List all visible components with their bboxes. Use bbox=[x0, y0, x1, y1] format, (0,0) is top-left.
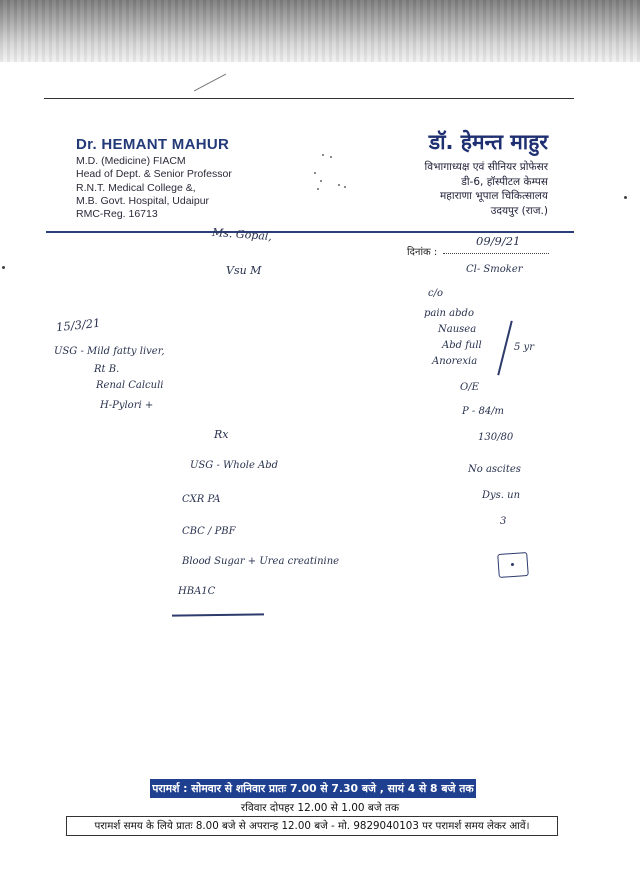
consultation-timing: परामर्श : सोमवार से शनिवार प्रातः 7.00 से 7.30 बजे , सायं 4 से 8 बजे तक bbox=[150, 779, 476, 798]
hospital: M.B. Govt. Hospital, Udaipur bbox=[76, 194, 210, 207]
scan-dot bbox=[2, 266, 5, 269]
paper-edge bbox=[44, 98, 574, 99]
registration-number: RMC-Reg. 16713 bbox=[76, 208, 158, 221]
sunday-timing: रविवार दोपहर 12.00 से 1.00 बजे तक bbox=[240, 802, 400, 814]
header-divider bbox=[46, 231, 574, 233]
investigation-2: CXR PA bbox=[182, 494, 221, 505]
college: R.N.T. Medical College &, bbox=[76, 181, 196, 194]
usg-detail-1: Rt B. bbox=[94, 364, 120, 375]
scan-shadow bbox=[0, 0, 640, 62]
scan-specks bbox=[308, 150, 368, 196]
complaint-duration: 5 yr bbox=[514, 342, 534, 353]
date-line bbox=[443, 253, 549, 254]
complaint-heading: c/o bbox=[428, 288, 443, 299]
usg-detail-2: Renal Calculi bbox=[96, 380, 164, 391]
usg-detail-3: H-Pylori + bbox=[100, 400, 154, 411]
date-label: दिनांक : bbox=[407, 247, 438, 258]
address-line-2: महाराणा भूपाल चिकित्सालय bbox=[440, 190, 548, 202]
fold-mark bbox=[194, 74, 226, 92]
pulse-reading: P - 84/m bbox=[462, 406, 505, 417]
exam-note-1: No ascites bbox=[468, 464, 521, 475]
complaint-4: Anorexia bbox=[432, 356, 478, 367]
doctor-info-hindi bbox=[370, 128, 548, 218]
exam-note-2: Dys. un bbox=[482, 490, 521, 501]
patient-name: Ms. Gopal, bbox=[211, 225, 273, 244]
scan-dot bbox=[624, 196, 627, 199]
exam-note-3: 3 bbox=[500, 516, 507, 527]
address-line-1: डी-6, हॉस्पीटल केम्पस bbox=[461, 175, 548, 188]
appointment-contact: परामर्श समय के लिये प्रातः 8.00 बजे से अपरान्ह 12.00 बजे - मो. 9829040103 पर परामर्श समय लेकर आवें। bbox=[66, 816, 558, 836]
designation-hindi: विभागाध्यक्ष एवं सीनियर प्रोफेसर bbox=[424, 161, 548, 173]
doctor-name: Dr. HEMANT MAHUR bbox=[76, 136, 230, 153]
designation: Head of Dept. & Senior Professor bbox=[76, 168, 232, 181]
investigation-3: CBC / PBF bbox=[182, 526, 236, 537]
qualification: M.D. (Medicine) FIACM bbox=[76, 155, 186, 167]
exam-heading: O/E bbox=[460, 382, 479, 393]
bracket-mark bbox=[497, 321, 512, 376]
doctor-name-hindi: डॉ. हेमन्त माहुर bbox=[428, 130, 548, 154]
box-mark bbox=[497, 552, 529, 578]
usg-finding: USG - Mild fatty liver, bbox=[54, 346, 165, 357]
rx-heading: Rx bbox=[214, 428, 229, 441]
complaint-1: pain abdo bbox=[424, 308, 474, 319]
hand-underline bbox=[172, 613, 264, 616]
visit-date: 09/9/21 bbox=[476, 234, 521, 248]
patient-age-sex: Vsu M bbox=[226, 264, 262, 277]
investigation-4: Blood Sugar + Urea creatinine bbox=[182, 556, 340, 567]
complaint-3: Abd full bbox=[442, 340, 482, 351]
previous-date: 15/3/21 bbox=[55, 315, 101, 335]
bp-reading: 130/80 bbox=[478, 432, 514, 443]
complaint-2: Nausea bbox=[438, 324, 477, 335]
address-line-3: उदयपुर (राज.) bbox=[490, 204, 548, 217]
doctor-info-english bbox=[76, 136, 316, 221]
chief-complaint: Cl- Smoker bbox=[466, 264, 523, 275]
investigation-5: HBA1C bbox=[178, 586, 216, 597]
investigation-1: USG - Whole Abd bbox=[190, 460, 279, 471]
